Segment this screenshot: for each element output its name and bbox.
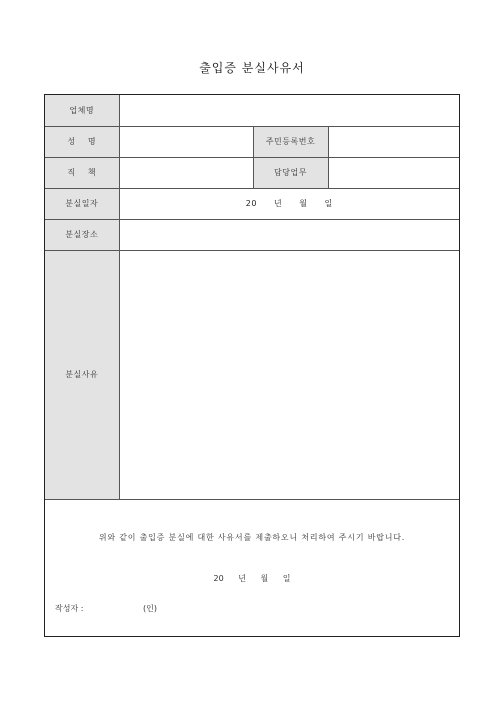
statement-text: 위와 같이 출입증 분실에 대한 사유서를 제출하오니 처리하여 주시기 바랍니다. [98, 532, 406, 542]
resident-id-field[interactable] [328, 126, 459, 157]
report-form [44, 94, 460, 637]
reason-label: 분실사유 [45, 250, 119, 499]
author-label: 작성자 : [55, 603, 84, 613]
lost-date-label: 분실일자 [45, 188, 119, 219]
duty-label: 담당업무 [253, 157, 328, 188]
form-footer [45, 500, 459, 641]
name-field[interactable] [119, 126, 253, 157]
company-label: 업체명 [45, 95, 119, 126]
lost-place-field[interactable] [119, 219, 459, 250]
name-label: 성 명 [45, 126, 119, 157]
document-title: 출입증 분실사유서 [199, 61, 305, 75]
position-label: 직 책 [45, 157, 119, 188]
form-table [45, 95, 459, 500]
position-field[interactable] [119, 157, 253, 188]
resident-id-label: 주민등록번호 [253, 126, 328, 157]
reason-field[interactable] [119, 250, 459, 499]
lost-place-label: 분실장소 [45, 219, 119, 250]
footer-date[interactable]: 20 년 월 일 [213, 573, 291, 583]
duty-field[interactable] [328, 157, 459, 188]
company-field[interactable] [119, 95, 459, 126]
lost-date-field[interactable]: 20 년 월 일 [119, 188, 459, 219]
seal-mark: (인) [143, 603, 157, 613]
